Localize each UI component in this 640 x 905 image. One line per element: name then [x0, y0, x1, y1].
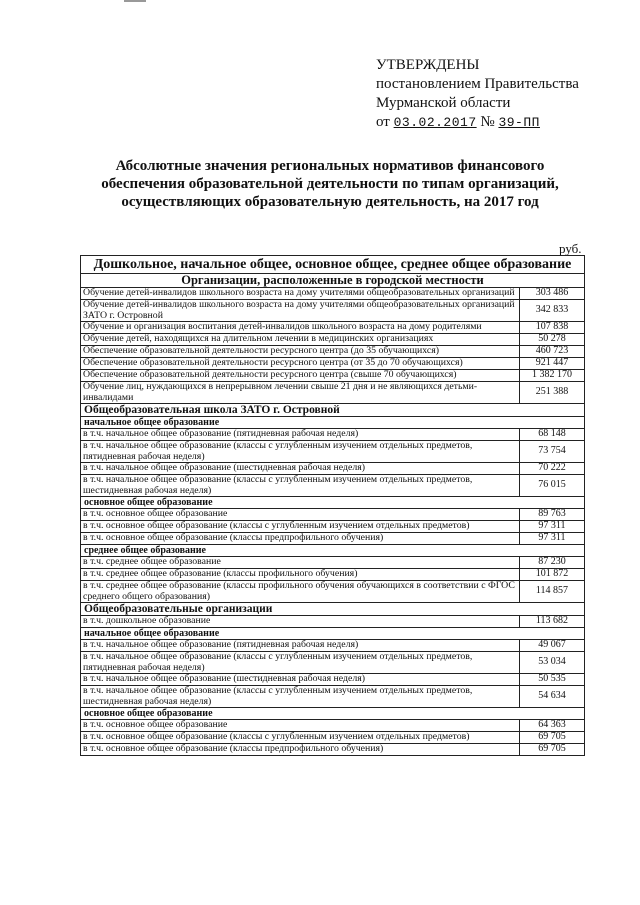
row-value: 1 382 170: [520, 370, 585, 382]
row-label: Обеспечение образовательной деятельности ресурсного центра (свыше 70 обучающихся): [81, 370, 520, 382]
subsection-title: [81, 417, 585, 429]
row-label: Обеспечение образовательной деятельности ресурсного центра (до 35 обучающихся): [81, 346, 520, 358]
row-label: в т.ч. среднее общее образование (классы профильного обучения обучающихся в соответствии с ФГОС среднего общего образования): [81, 581, 520, 603]
row-value: 69 705: [520, 732, 585, 744]
row-label: в т.ч. начальное общее образование (шестидневная рабочая неделя): [81, 463, 520, 475]
row-value: 50 535: [520, 674, 585, 686]
scan-mark: [124, 0, 146, 2]
row-value: 342 833: [520, 300, 585, 322]
row-value: 76 015: [520, 475, 585, 497]
subsection-title-cell: основное общее образование: [81, 708, 585, 720]
approval-date: 03.02.2017: [393, 115, 477, 130]
row-label: в т.ч. начальное общее образование (классы с углубленным изучением отдельных предметов, пятидневная рабочая неделя): [81, 441, 520, 463]
row-label: в т.ч. основное общее образование (классы предпрофильного обучения): [81, 533, 520, 545]
approval-title: УТВЕРЖДЕНЫ: [376, 57, 480, 73]
table-row: [81, 581, 585, 603]
table-row: [81, 720, 585, 732]
row-label: в т.ч. основное общее образование: [81, 720, 520, 732]
subsection-title-cell: среднее общее образование: [81, 545, 585, 557]
row-value: 921 447: [520, 358, 585, 370]
row-label: Обеспечение образовательной деятельности ресурсного центра (от 35 до 70 обучающихся): [81, 358, 520, 370]
table-row: [81, 382, 585, 404]
table-row: [81, 652, 585, 674]
table-header-sub-cell: Организации, расположенные в городской местности: [81, 274, 585, 288]
section-title-cell: Общеобразовательная школа ЗАТО г. Островной: [81, 404, 585, 417]
row-value: 89 763: [520, 509, 585, 521]
table-row: [81, 441, 585, 463]
row-label: Обучение лиц, нуждающихся в непрерывном лечении свыше 21 дня и не являющихся детьми-инвалидами: [81, 382, 520, 404]
subsection-title: [81, 497, 585, 509]
row-value: 53 034: [520, 652, 585, 674]
table-row: [81, 616, 585, 628]
row-label: в т.ч. основное общее образование (классы с углубленным изучением отдельных предметов): [81, 732, 520, 744]
table-row: [81, 686, 585, 708]
table-header-main-cell: Дошкольное, начальное общее, основное общее, среднее общее образование: [81, 256, 585, 274]
table-row: [81, 288, 585, 300]
table-header-main: [81, 256, 585, 274]
row-value: 113 682: [520, 616, 585, 628]
row-label: в т.ч. дошкольное образование: [81, 616, 520, 628]
number-prefix: №: [480, 114, 495, 130]
row-label: в т.ч. основное общее образование: [81, 509, 520, 521]
currency-unit: руб.: [559, 241, 582, 256]
row-label: в т.ч. начальное общее образование (пятидневная рабочая неделя): [81, 640, 520, 652]
row-value: 64 363: [520, 720, 585, 732]
subsection-title-cell: основное общее образование: [81, 497, 585, 509]
subsection-title: [81, 545, 585, 557]
row-label: в т.ч. основное общее образование (классы с углубленным изучением отдельных предметов): [81, 521, 520, 533]
row-label: в т.ч. начальное общее образование (классы с углубленным изучением отдельных предметов, пятидневная рабочая неделя): [81, 652, 520, 674]
row-label: в т.ч. начальное общее образование (классы с углубленным изучением отдельных предметов, шестидневная рабочая неделя): [81, 475, 520, 497]
table-row: [81, 429, 585, 441]
row-label: Обучение детей, находящихся на длительном лечении в медицинских организациях: [81, 334, 520, 346]
subsection-title: [81, 628, 585, 640]
approval-line-2: Мурманской области: [376, 95, 511, 111]
row-value: 101 872: [520, 569, 585, 581]
row-value: 97 311: [520, 521, 585, 533]
row-label: в т.ч. среднее общее образование (классы профильного обучения): [81, 569, 520, 581]
section-title: [81, 603, 585, 616]
subsection-title: [81, 708, 585, 720]
document-title: Абсолютные значения региональных нормативов финансового обеспечения образовательной деятельности по типам организаций, осуществляющих образовательную деятельность, на 2017 год: [101, 158, 559, 210]
approval-line-1: постановлением Правительства: [376, 76, 579, 92]
table-row: [81, 358, 585, 370]
approval-date-line: [376, 113, 626, 132]
row-value: 73 754: [520, 441, 585, 463]
row-label: в т.ч. основное общее образование (классы предпрофильного обучения): [81, 744, 520, 756]
row-label: Обучение и организация воспитания детей-инвалидов школьного возраста на дому родителями: [81, 322, 520, 334]
table-row: [81, 475, 585, 497]
table-row: [81, 640, 585, 652]
table-row: [81, 557, 585, 569]
subsection-title-cell: начальное общее образование: [81, 417, 585, 429]
row-value: 50 278: [520, 334, 585, 346]
row-label: Обучение детей-инвалидов школьного возраста на дому учителями общеобразовательных организаций ЗАТО г. Островной: [81, 300, 520, 322]
row-value: 251 388: [520, 382, 585, 404]
row-label: в т.ч. начальное общее образование (пятидневная рабочая неделя): [81, 429, 520, 441]
table-row: [81, 300, 585, 322]
table-row: [81, 569, 585, 581]
table-row: [81, 370, 585, 382]
table-row: [81, 509, 585, 521]
row-value: 54 634: [520, 686, 585, 708]
row-value: 87 230: [520, 557, 585, 569]
approval-number: 39-ПП: [498, 115, 540, 130]
row-value: 303 486: [520, 288, 585, 300]
row-label: в т.ч. начальное общее образование (шестидневная рабочая неделя): [81, 674, 520, 686]
row-value: 49 067: [520, 640, 585, 652]
table-row: [81, 732, 585, 744]
table-row: [81, 346, 585, 358]
row-label: в т.ч. начальное общее образование (классы с углубленным изучением отдельных предметов, шестидневная рабочая неделя): [81, 686, 520, 708]
row-value: 68 148: [520, 429, 585, 441]
section-title: [81, 404, 585, 417]
row-value: 70 222: [520, 463, 585, 475]
date-prefix: от: [376, 114, 390, 130]
row-label: в т.ч. среднее общее образование: [81, 557, 520, 569]
row-value: 460 723: [520, 346, 585, 358]
approval-block: [376, 56, 626, 132]
table-row: [81, 334, 585, 346]
norms-table: [80, 255, 585, 756]
row-value: 97 311: [520, 533, 585, 545]
section-title-cell: Общеобразовательные организации: [81, 603, 585, 616]
table-row: [81, 463, 585, 475]
row-label: Обучение детей-инвалидов школьного возраста на дому учителями общеобразовательных организаций: [81, 288, 520, 300]
row-value: 69 705: [520, 744, 585, 756]
table-row: [81, 533, 585, 545]
table-row: [81, 322, 585, 334]
row-value: 107 838: [520, 322, 585, 334]
table-row: [81, 521, 585, 533]
table-row: [81, 674, 585, 686]
table-header-sub: [81, 274, 585, 288]
subsection-title-cell: начальное общее образование: [81, 628, 585, 640]
row-value: 114 857: [520, 581, 585, 603]
table-row: [81, 744, 585, 756]
